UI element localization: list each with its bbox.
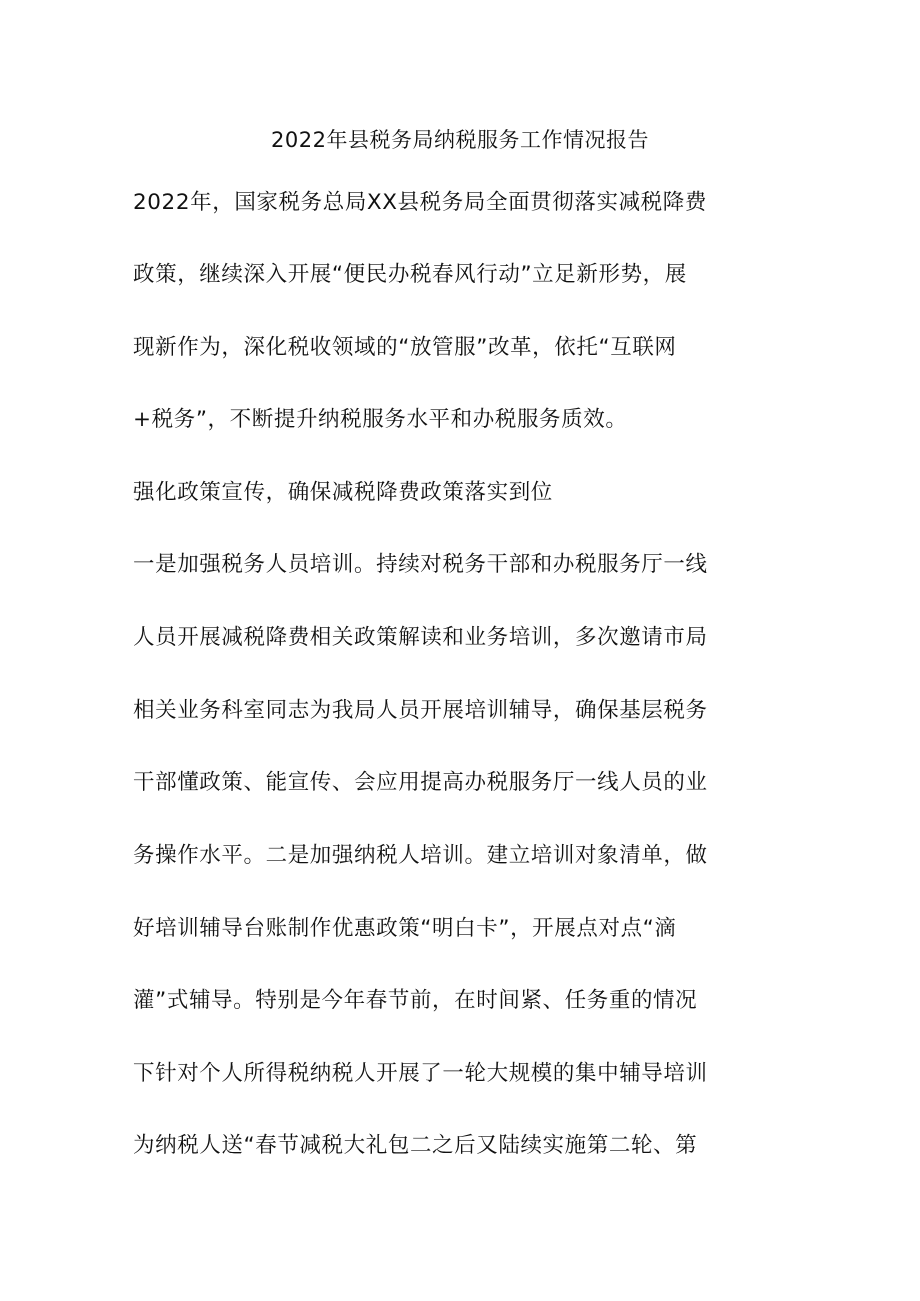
section-heading: 强化政策宣传，确保减税降费政策落实到位 bbox=[133, 480, 553, 505]
body-line-2: 人员开展减税降费相关政策解读和业务培训，多次邀请市局 bbox=[133, 625, 708, 650]
intro-line-4: +税务”，不断提升纳税服务水平和办税服务质效。 bbox=[133, 407, 628, 432]
intro-line-2: 政策，继续深入开展“便民办税春风行动”立足新形势，展 bbox=[133, 262, 687, 287]
body-line-8: 下针对个人所得税纳税人开展了一轮大规模的集中辅导培训 bbox=[133, 1061, 708, 1086]
body-line-6: 好培训辅导台账制作优惠政策“明白卡”，开展点对点“滴 bbox=[133, 916, 677, 941]
body-line-4: 干部懂政策、能宣传、会应用提高办税服务厅一线人员的业 bbox=[133, 770, 708, 795]
document-title: 2022年县税务局纳税服务工作情况报告 bbox=[271, 128, 649, 152]
body-line-9: 为纳税人送“春节减税大礼包二之后又陆续实施第二轮、第 bbox=[133, 1133, 698, 1158]
body-line-5: 务操作水平。二是加强纳税人培训。建立培训对象清单，做 bbox=[133, 843, 708, 868]
body-line-1: 一是加强税务人员培训。持续对税务干部和办税服务厅一线 bbox=[133, 552, 708, 577]
intro-line-1: 2022年，国家税务总局XX县税务局全面贯彻落实减税降费 bbox=[133, 190, 707, 215]
body-line-3: 相关业务科室同志为我局人员开展培训辅导，确保基层税务 bbox=[133, 698, 708, 723]
body-line-7: 灌”式辅导。特别是今年春节前，在时间紧、任务重的情况 bbox=[133, 988, 698, 1013]
intro-line-3: 现新作为，深化税收领域的“放管服”改革，依托“互联网 bbox=[133, 335, 677, 360]
